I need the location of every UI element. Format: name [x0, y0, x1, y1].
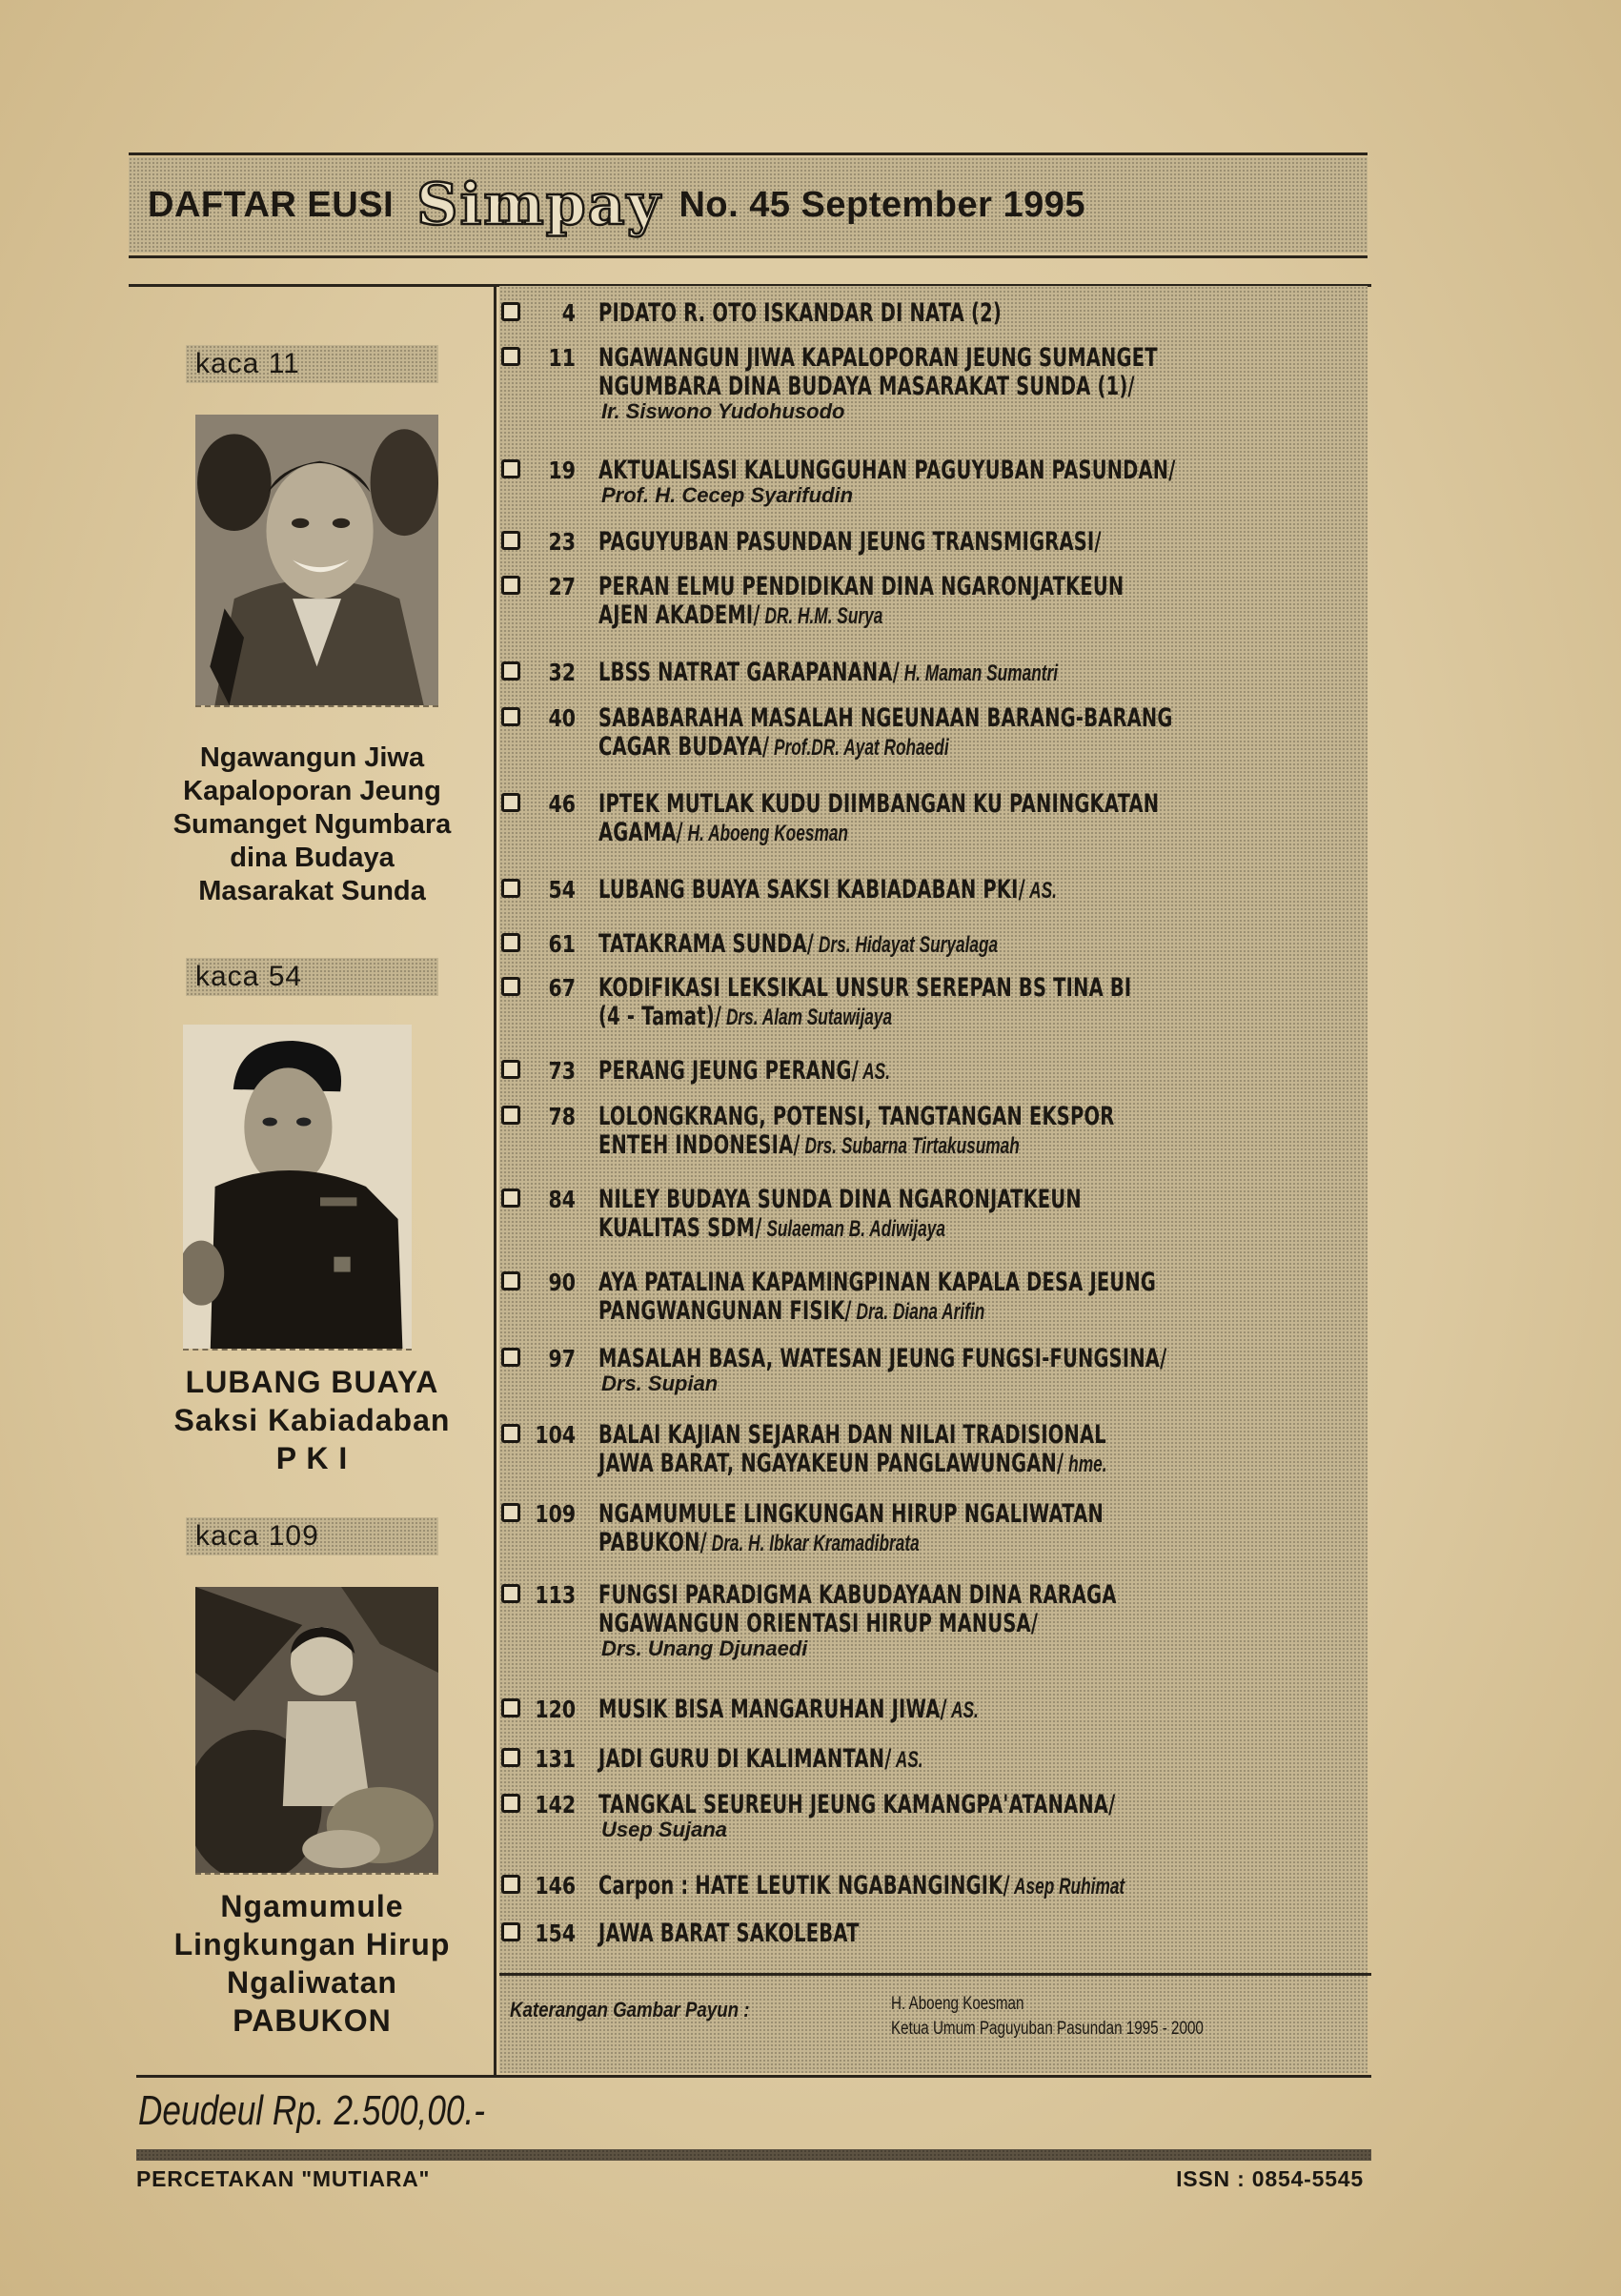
toc-title-line: BALAI KAJIAN SEJARAH DAN NILAI TRADISIONAL — [598, 1420, 1106, 1450]
header-top-rule — [129, 152, 1368, 155]
toc-title-line: NGUMBARA DINA BUDAYA MASARAKAT SUNDA (1)/ — [598, 372, 1135, 401]
toc-title-line: FUNGSI PARADIGMA KABUDAYAAN DINA RARAGA — [598, 1580, 1117, 1610]
toc-page-number: 23 — [548, 528, 576, 556]
toc-author: Dra. H. Ibkar Kramadibrata — [706, 1531, 920, 1556]
feature-caption-line: Lingkungan Hirup — [173, 1927, 451, 1961]
featured-sidebar — [129, 286, 496, 2073]
toc-title-line: NGAMUMULE LINGKUNGAN HIRUP NGALIWATAN — [598, 1499, 1104, 1529]
toc-page-number: 19 — [548, 457, 576, 484]
toc-title-line: SABABARAHA MASALAH NGEUNAAN BARANG-BARANG — [598, 703, 1173, 733]
toc-title-line: JAWA BARAT, NGAYAKEUN PANGLAWUNGAN/ hme. — [598, 1449, 1107, 1478]
toc-title-line: KUALITAS SDM/ Sulaeman B. Adiwijaya — [598, 1213, 945, 1243]
toc-author: AS. — [859, 1059, 890, 1085]
toc-title-line: ENTEH INDONESIA/ Drs. Subarna Tirtakusumah — [598, 1130, 1020, 1160]
toc-title-line: PAGUYUBAN PASUNDAN JEUNG TRANSMIGRASI/ — [598, 527, 1102, 557]
feature-caption-line: Ngamumule — [220, 1889, 404, 1923]
toc-title-line: KODIFIKASI LEKSIKAL UNSUR SEREPAN BS TINA BI — [598, 973, 1132, 1003]
checkbox-icon — [501, 1271, 520, 1290]
issn-label: ISSN : 0854-5545 — [1176, 2166, 1364, 2191]
toc-title-line: Carpon : HATE LEUTIK NGABANGINGIK/ Asep Ruhimat — [598, 1871, 1125, 1900]
checkbox-icon — [501, 707, 520, 726]
toc-title-line: (4 - Tamat)/ Drs. Alam Sutawijaya — [598, 1002, 893, 1031]
toc-page-number: 54 — [548, 876, 576, 904]
toc-page-number: 46 — [548, 790, 576, 818]
toc-title-line: TATAKRAMA SUNDA/ Drs. Hidayat Suryalaga — [598, 929, 999, 959]
checkbox-icon — [501, 1584, 520, 1603]
checkbox-icon — [501, 1503, 520, 1522]
checkbox-icon — [501, 1922, 520, 1941]
header-bottom-rule — [129, 255, 1368, 258]
toc-page-number: 11 — [548, 344, 576, 372]
toc-title-line: AGAMA/ H. Aboeng Koesman — [598, 818, 848, 847]
feature-caption — [129, 1887, 496, 2040]
toc-page-number: 27 — [548, 573, 576, 600]
caption-note-rule — [499, 1973, 1371, 1976]
feature-caption — [129, 742, 496, 908]
feature-caption-line: Kapaloporan Jeung — [183, 776, 441, 806]
toc-title-line: MUSIK BISA MANGARUHAN JIWA/ AS. — [598, 1695, 979, 1724]
feature-page-label: kaca 109 — [186, 1517, 438, 1555]
checkbox-icon — [501, 1698, 520, 1717]
toc-author: Ir. Siswono Yudohusodo — [601, 399, 845, 423]
toc-title-line: LOLONGKRANG, POTENSI, TANGTANGAN EKSPOR — [598, 1102, 1115, 1131]
toc-title-line: AYA PATALINA KAPAMINGPINAN KAPALA DESA JEUNG — [598, 1268, 1157, 1297]
toc-page-number: 90 — [548, 1269, 576, 1296]
cover-caption-label: Katerangan Gambar Payun : — [510, 1998, 750, 2022]
checkbox-icon — [501, 1748, 520, 1767]
toc-author: Prof. H. Cecep Syarifudin — [601, 483, 854, 507]
masthead-logo: Simpay — [416, 172, 662, 238]
checkbox-icon — [501, 1348, 520, 1367]
checkbox-icon — [501, 933, 520, 952]
toc-title-line: CAGAR BUDAYA/ Prof.DR. Ayat Rohaedi — [598, 732, 949, 762]
checkbox-icon — [501, 1060, 520, 1079]
toc-author: DR. H.M. Surya — [760, 603, 883, 629]
toc-author: Usep Sujana — [601, 1818, 728, 1841]
toc-author: Asep Ruhimat — [1009, 1874, 1125, 1900]
toc-title-line: MASALAH BASA, WATESAN JEUNG FUNGSI-FUNGSINA/ — [598, 1344, 1167, 1373]
toc-title-line: LUBANG BUAYA SAKSI KABIADABAN PKI/ AS. — [598, 875, 1057, 904]
cover-caption-role: Ketua Umum Paguyuban Pasundan 1995 - 2000 — [891, 2019, 1204, 2039]
checkbox-icon — [501, 302, 520, 321]
toc-page-number: 4 — [561, 299, 576, 327]
feature-caption-line: Ngaliwatan — [227, 1965, 397, 2000]
toc-page-number: 78 — [548, 1103, 576, 1130]
feature-caption-line: Sumanget Ngumbara — [172, 809, 452, 840]
checkbox-icon — [501, 661, 520, 681]
toc-author: hme. — [1064, 1452, 1107, 1477]
toc-author: H. Aboeng Koesman — [682, 821, 848, 846]
checkbox-icon — [501, 1875, 520, 1894]
toc-page-number: 131 — [535, 1745, 577, 1773]
toc-page-number: 142 — [535, 1791, 577, 1819]
checkbox-icon — [501, 459, 520, 478]
toc-page-number: 120 — [535, 1696, 577, 1723]
toc-page-number: 61 — [548, 930, 576, 958]
toc-page-number: 97 — [548, 1345, 576, 1372]
toc-page-number: 146 — [535, 1872, 577, 1900]
toc-title-line: AKTUALISASI KALUNGGUHAN PAGUYUBAN PASUNDAN/ — [598, 456, 1176, 485]
feature-caption-line: Ngawangun Jiwa — [199, 742, 425, 773]
toc-author: Drs. Hidayat Suryalaga — [814, 932, 999, 958]
checkbox-icon — [501, 793, 520, 812]
header-band — [129, 157, 1368, 253]
feature-caption-line: dina Budaya — [230, 843, 395, 873]
toc-title-line: JAWA BARAT SAKOLEBAT — [598, 1919, 860, 1948]
toc-page-number: 73 — [548, 1057, 576, 1085]
toc-title-line: PABUKON/ Dra. H. Ibkar Kramadibrata — [598, 1528, 920, 1557]
child-in-garden-photo — [195, 1587, 438, 1875]
checkbox-icon — [501, 576, 520, 595]
feature-caption-line: PABUKON — [233, 2003, 392, 2038]
toc-page-number: 104 — [535, 1421, 577, 1449]
checkbox-icon — [501, 977, 520, 996]
printer-label: PERCETAKAN "MUTIARA" — [136, 2166, 431, 2191]
toc-author: AS. — [1024, 878, 1057, 904]
checkbox-icon — [501, 531, 520, 550]
feature-page-label: kaca 11 — [186, 345, 438, 383]
checkbox-icon — [501, 879, 520, 898]
toc-title-line: IPTEK MUTLAK KUDU DIIMBANGAN KU PANINGKATAN — [598, 789, 1160, 819]
toc-author: H. Maman Sumantri — [899, 660, 1059, 686]
header-title: DAFTAR EUSI — [148, 184, 395, 225]
toc-title-line: PANGWANGUNAN FISIK/ Dra. Diana Arifin — [598, 1296, 985, 1326]
checkbox-icon — [501, 347, 520, 366]
toc-title-line: LBSS NATRAT GARAPANANA/ H. Maman Sumantri — [598, 658, 1059, 687]
toc-title-line: PIDATO R. OTO ISKANDAR DI NATA (2) — [598, 298, 1002, 328]
portrait-smiling-man-photo — [195, 415, 438, 707]
toc-title-line: NILEY BUDAYA SUNDA DINA NGARONJATKEUN — [598, 1185, 1082, 1214]
toc-author: Drs. Supian — [601, 1372, 719, 1395]
toc-page-number: 109 — [535, 1500, 577, 1528]
footer-band — [136, 2149, 1371, 2161]
column-divider — [494, 284, 496, 2076]
toc-author: AS. — [946, 1697, 979, 1723]
toc-title-line: TANGKAL SEUREUH JEUNG KAMANGPA'ATANANA/ — [598, 1790, 1116, 1819]
toc-page-number: 84 — [548, 1186, 576, 1213]
toc-title-line: AJEN AKADEMI/ DR. H.M. Surya — [598, 600, 883, 630]
checkbox-icon — [501, 1794, 520, 1813]
checkbox-icon — [501, 1424, 520, 1443]
toc-title-line: NGAWANGUN ORIENTASI HIRUP MANUSA/ — [598, 1609, 1039, 1638]
price-label: Deudeul Rp. 2.500,00.- — [138, 2087, 485, 2134]
toc-author: Drs. Subarna Tirtakusumah — [800, 1133, 1020, 1159]
table-of-contents — [499, 286, 1368, 2073]
feature-caption — [129, 1363, 496, 1477]
toc-author: Prof.DR. Ayat Rohaedi — [769, 735, 949, 761]
toc-title-line: PERANG JEUNG PERANG/ AS. — [598, 1056, 890, 1086]
toc-page-number: 113 — [535, 1581, 577, 1609]
feature-caption-line: Masarakat Sunda — [198, 876, 426, 906]
toc-author: Sulaeman B. Adiwijaya — [761, 1216, 945, 1242]
toc-author: Dra. Diana Arifin — [851, 1299, 985, 1325]
checkbox-icon — [501, 1189, 520, 1208]
toc-page-number: 154 — [535, 1920, 577, 1947]
toc-title-line: JADI GURU DI KALIMANTAN/ AS. — [598, 1744, 923, 1774]
toc-page-number: 67 — [548, 974, 576, 1002]
cover-caption-note — [510, 1992, 1363, 2059]
cover-caption-name: H. Aboeng Koesman — [891, 1994, 1024, 2014]
toc-author: AS. — [891, 1747, 923, 1773]
toc-page-number: 40 — [548, 704, 576, 732]
feature-caption-line: Saksi Kabiadaban — [173, 1403, 451, 1437]
feature-caption-line: LUBANG BUAYA — [185, 1365, 439, 1399]
toc-page-number: 32 — [548, 659, 576, 686]
checkbox-icon — [501, 1106, 520, 1125]
toc-title-line: NGAWANGUN JIWA KAPALOPORAN JEUNG SUMANGET — [598, 343, 1158, 373]
toc-author: Drs. Alam Sutawijaya — [721, 1005, 893, 1030]
toc-title-line: PERAN ELMU PENDIDIKAN DINA NGARONJATKEUN — [598, 572, 1125, 601]
feature-caption-line: P K I — [275, 1441, 349, 1475]
issue-label: No. 45 September 1995 — [679, 184, 1086, 225]
man-in-peci-uniform-photo — [183, 1025, 412, 1351]
content-bottom-rule — [136, 2075, 1371, 2078]
toc-author: Drs. Unang Djunaedi — [601, 1636, 808, 1660]
feature-page-label: kaca 54 — [186, 958, 438, 996]
